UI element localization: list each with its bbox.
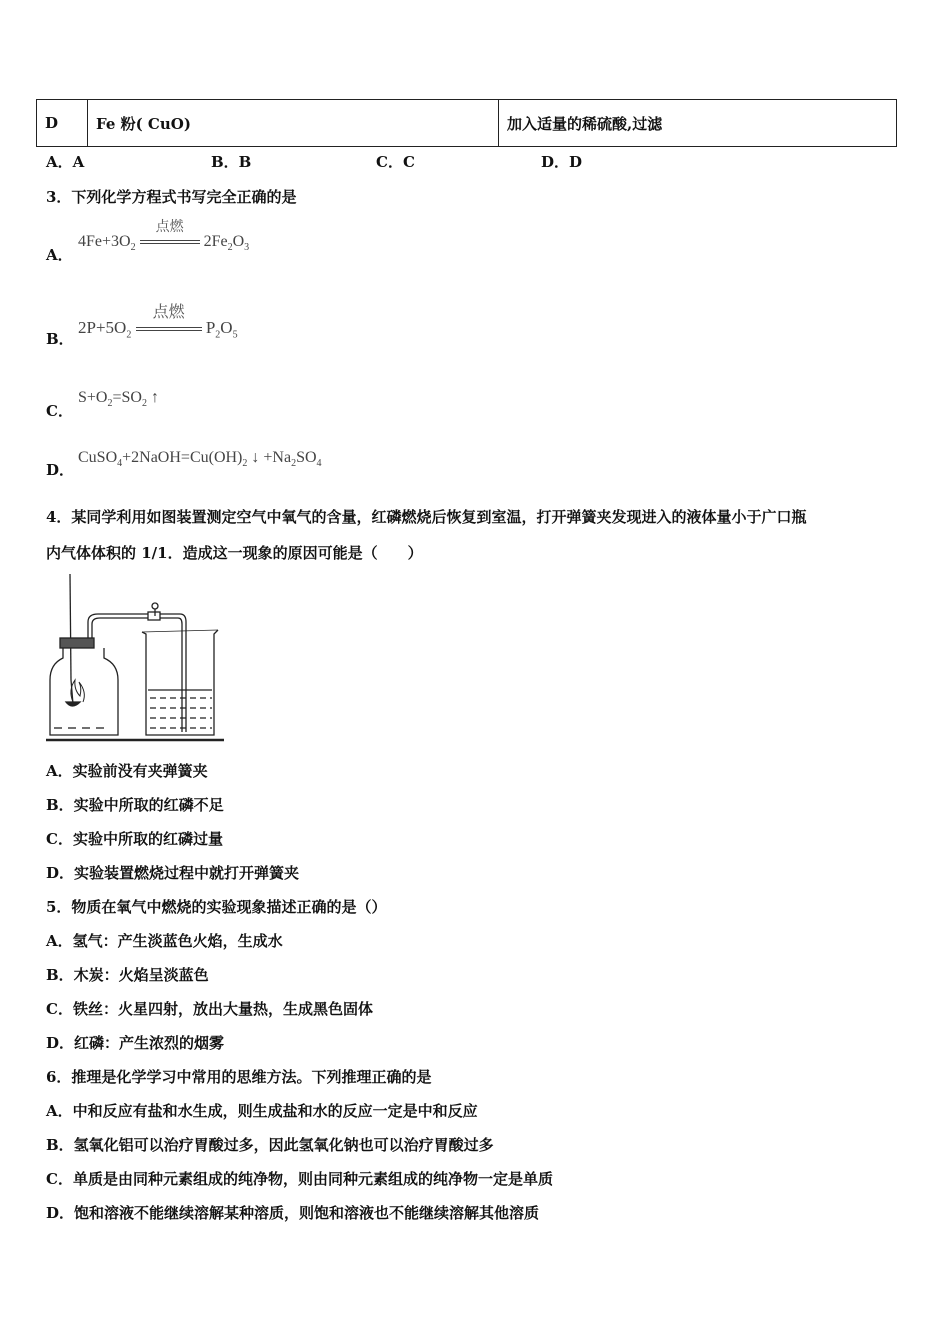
table-row [37, 100, 897, 147]
q4-stem-line2: 内气体体积的 1/1．造成这一现象的原因可能是（ ） [46, 544, 423, 562]
q6-option-b[interactable]: B．氢氧化铝可以治疗胃酸过多，因此氢氧化钠也可以治疗胃酸过多 [46, 1136, 494, 1154]
table-cell-substance: Fe 粉( CuO) [88, 100, 499, 147]
q3-option-b-label[interactable]: B． [46, 330, 74, 348]
q4-option-b[interactable]: B．实验中所取的红磷不足 [46, 796, 224, 814]
q2-option-b[interactable]: B．B [211, 153, 252, 171]
q5-option-a[interactable]: A．氢气：产生淡蓝色火焰，生成水 [46, 932, 283, 950]
q6-stem: 6．推理是化学学习中常用的思维方法。下列推理正确的是 [46, 1068, 432, 1086]
q3-option-d-label[interactable]: D． [46, 461, 75, 479]
q4-option-a[interactable]: A．实验前没有夹弹簧夹 [46, 762, 208, 780]
q6-option-c[interactable]: C．单质是由同种元素组成的纯净物，则由同种元素组成的纯净物一定是单质 [46, 1170, 553, 1188]
q4-option-c[interactable]: C．实验中所取的红磷过量 [46, 830, 223, 848]
q4-option-d[interactable]: D．实验装置燃烧过程中就打开弹簧夹 [46, 864, 300, 882]
q5-option-d[interactable]: D．红磷：产生浓烈的烟雾 [46, 1034, 225, 1052]
q2-option-a[interactable]: A．A [46, 153, 85, 171]
oxygen-measurement-apparatus-diagram [40, 572, 230, 747]
q3-option-c-label[interactable]: C． [46, 402, 73, 420]
q4-stem-line1: 4．某同学利用如图装置测定空气中氧气的含量，红磷燃烧后恢复到室温，打开弹簧夹发现进入的液体量小于广口瓶 [46, 508, 807, 526]
q6-option-d[interactable]: D．饱和溶液不能继续溶解某种溶质，则饱和溶液也不能继续溶解其他溶质 [46, 1204, 540, 1222]
q5-stem: 5．物质在氧气中燃烧的实验现象描述正确的是（） [46, 898, 387, 916]
q3-stem: 3．下列化学方程式书写完全正确的是 [46, 188, 297, 206]
q5-option-c[interactable]: C．铁丝：火星四射，放出大量热，生成黑色固体 [46, 1000, 373, 1018]
q3-option-d-equation: $CuSO_4+2NaOH=Cu(OH)_2$ ↓ $+Na_2SO_4$ [78, 449, 322, 470]
q6-option-a[interactable]: A．中和反应有盐和水生成，则生成盐和水的反应一定是中和反应 [46, 1102, 478, 1120]
q2-option-c[interactable]: C．C [376, 153, 415, 171]
table-cell-label: D [37, 100, 88, 147]
reagent-table [36, 99, 897, 147]
q3-option-a-label[interactable]: A． [46, 246, 73, 264]
q5-option-b[interactable]: B．木炭：火焰呈淡蓝色 [46, 966, 209, 984]
table-cell-method: 加入适量的稀硫酸,过滤 [499, 100, 897, 147]
q2-option-d[interactable]: D．D [541, 153, 583, 171]
q3-option-a-equation: $4Fe+3O_2$ 点燃 $2Fe_2O_3$ [78, 220, 250, 254]
q3-option-b-equation: $2P+5O_2$ 点燃 $P_2O_5$ [78, 304, 238, 341]
q3-option-c-equation: $S+O_2=SO_2$ ↑ [78, 389, 159, 410]
